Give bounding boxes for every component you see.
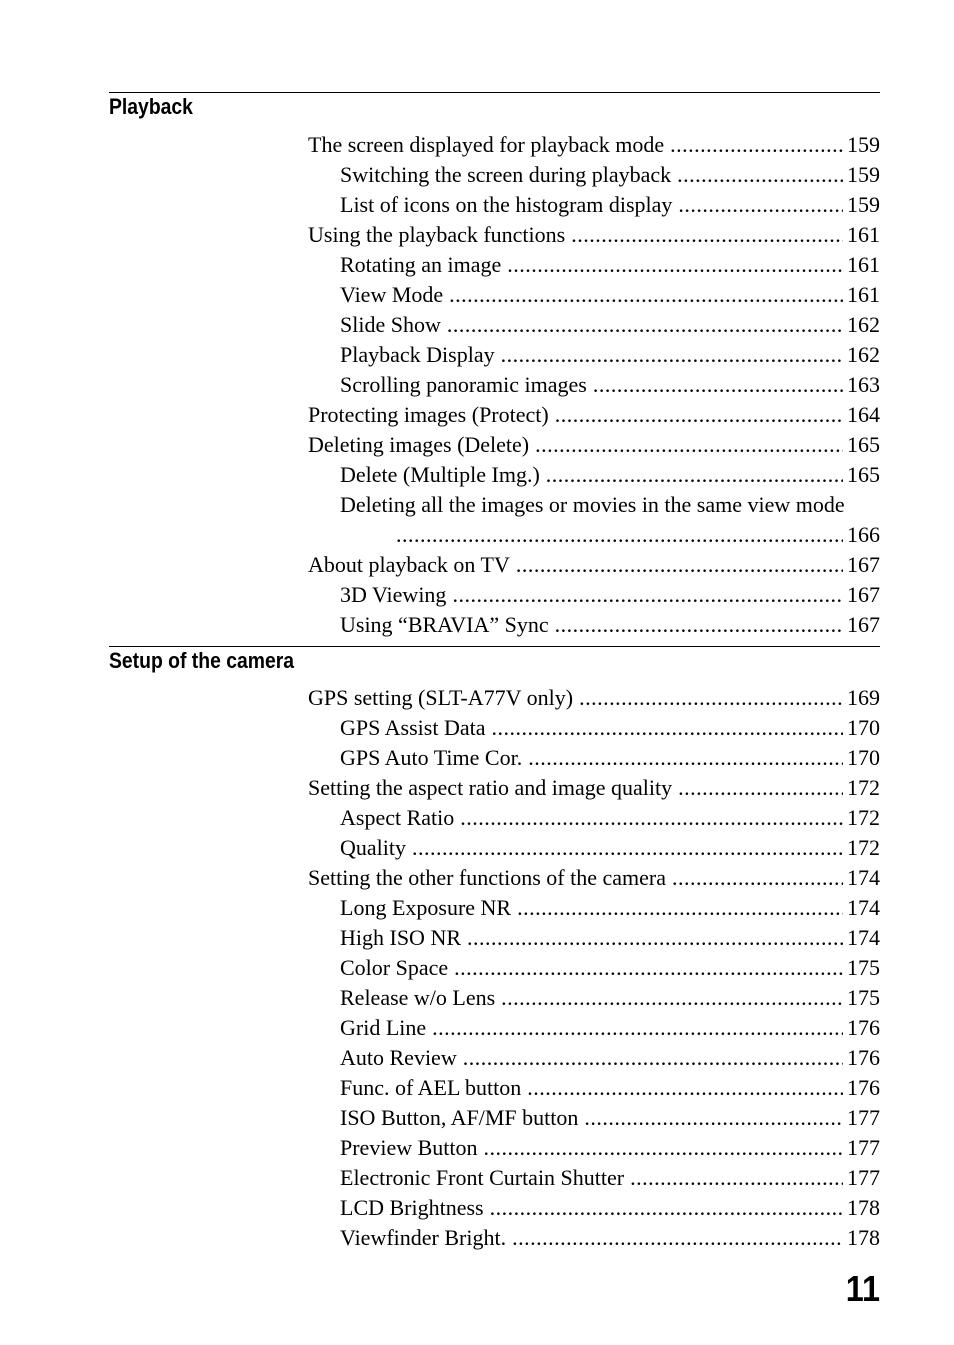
toc-entry-title: GPS setting (SLT-A77V only)	[308, 685, 574, 710]
toc-entry-title: Setting the other functions of the camera	[308, 865, 666, 890]
toc-page-number: 169	[847, 685, 880, 710]
toc-entry-title: Rotating an image	[340, 252, 502, 277]
toc-entry[interactable]	[308, 580, 880, 610]
toc-entry-title: The screen displayed for playback mode	[308, 132, 665, 157]
toc-page-number: 166	[847, 522, 880, 547]
dot-leader	[463, 1043, 843, 1073]
toc-entry-title: Preview Button	[340, 1135, 478, 1160]
toc-entry-title: GPS Auto Time Cor.	[340, 745, 523, 770]
toc-entry[interactable]	[308, 923, 880, 953]
toc-page-number: 164	[847, 402, 880, 427]
toc-page-number: 176	[847, 1015, 880, 1040]
toc-entry[interactable]	[308, 743, 880, 773]
toc-entry[interactable]	[308, 370, 880, 400]
toc-page-number: 174	[847, 865, 880, 890]
dot-leader	[412, 833, 843, 863]
toc-page-number: 163	[847, 372, 880, 397]
toc-entry-title: Playback Display	[340, 342, 495, 367]
toc-entry[interactable]	[308, 160, 880, 190]
dot-leader	[579, 683, 843, 713]
toc-page-number: 159	[847, 132, 880, 157]
toc-entry-title: Slide Show	[340, 312, 441, 337]
toc-entry-title: Using the playback functions	[308, 222, 566, 247]
toc-entry[interactable]	[308, 1193, 880, 1223]
dot-leader	[535, 430, 843, 460]
toc-entry[interactable]	[308, 610, 880, 640]
toc-entry-title: View Mode	[340, 282, 444, 307]
dot-leader	[546, 460, 843, 490]
toc-entry[interactable]	[308, 220, 880, 250]
toc-page-number: 161	[847, 282, 880, 307]
toc-entry-title: List of icons on the histogram display	[340, 192, 673, 217]
toc-entry[interactable]	[308, 340, 880, 370]
toc-page-number: 161	[847, 222, 880, 247]
toc-entry[interactable]	[308, 280, 880, 310]
toc-entry-title: High ISO NR	[340, 925, 462, 950]
toc-entry-title: Switching the screen during playback	[340, 162, 672, 187]
dot-leader	[484, 1133, 844, 1163]
toc-page-number: 167	[847, 612, 880, 637]
toc-entry[interactable]	[308, 250, 880, 280]
dot-leader	[460, 803, 843, 833]
toc-entry-title: ISO Button, AF/MF button	[340, 1105, 579, 1130]
toc-entry-title: Using “BRAVIA” Sync	[340, 612, 549, 637]
toc-page-number: 172	[847, 835, 880, 860]
toc-page-number: 176	[847, 1045, 880, 1070]
toc-entry-title: Scrolling panoramic images	[340, 372, 587, 397]
toc-entry[interactable]	[308, 190, 880, 220]
toc-page-number: 177	[847, 1135, 880, 1160]
toc-entry[interactable]	[308, 400, 880, 430]
dot-leader	[584, 1103, 843, 1133]
dot-leader	[516, 550, 843, 580]
toc-page-number: 174	[847, 925, 880, 950]
toc-list-playback	[308, 130, 880, 640]
dot-leader	[672, 863, 843, 893]
toc-entry[interactable]	[308, 1013, 880, 1043]
toc-entry[interactable]	[308, 893, 880, 923]
toc-entry[interactable]	[308, 773, 880, 803]
dot-leader	[432, 1013, 843, 1043]
toc-page-number: 170	[847, 745, 880, 770]
dot-leader	[527, 1073, 843, 1103]
toc-entry-title: Viewfinder Bright.	[340, 1225, 507, 1250]
dot-leader	[467, 923, 843, 953]
toc-entry-title: Func. of AEL button	[340, 1075, 522, 1100]
toc-page-number: 175	[847, 955, 880, 980]
toc-entry-title[interactable]: Deleting all the images or movies in the same view mode	[340, 492, 845, 517]
dot-leader	[630, 1163, 843, 1193]
toc-entry[interactable]	[308, 863, 880, 893]
toc-entry-title: 3D Viewing	[340, 582, 447, 607]
dot-leader	[447, 310, 843, 340]
dot-leader	[491, 713, 843, 743]
toc-entry-title: Delete (Multiple Img.)	[340, 462, 540, 487]
toc-entry-title: About playback on TV	[308, 552, 510, 577]
toc-entry[interactable]	[308, 1223, 880, 1253]
toc-entry-title: Color Space	[340, 955, 449, 980]
dot-leader	[555, 400, 843, 430]
toc-entry[interactable]	[308, 1043, 880, 1073]
toc-entry-title: Grid Line	[340, 1015, 427, 1040]
dot-leader	[396, 520, 843, 550]
toc-entry[interactable]	[308, 803, 880, 833]
dot-leader	[670, 130, 843, 160]
dot-leader	[507, 250, 843, 280]
toc-entry-title: GPS Assist Data	[340, 715, 486, 740]
section-rule	[109, 646, 880, 647]
toc-page-number: 176	[847, 1075, 880, 1100]
toc-entry[interactable]	[308, 1073, 880, 1103]
toc-entry-title: Electronic Front Curtain Shutter	[340, 1165, 625, 1190]
section-header-playback	[109, 92, 880, 119]
toc-entry[interactable]	[308, 683, 880, 713]
toc-entry[interactable]	[308, 550, 880, 580]
toc-page-number: 178	[847, 1195, 880, 1220]
toc-page-number: 177	[847, 1105, 880, 1130]
toc-page-number: 159	[847, 192, 880, 217]
toc-entry[interactable]	[308, 1133, 880, 1163]
dot-leader	[555, 610, 843, 640]
dot-leader	[501, 983, 843, 1013]
toc-list-setup	[308, 683, 880, 1253]
dot-leader	[593, 370, 843, 400]
toc-entry[interactable]	[308, 460, 880, 490]
section-header-setup	[109, 646, 880, 673]
dot-leader	[517, 893, 843, 923]
toc-entry[interactable]	[308, 130, 880, 160]
toc-entry[interactable]	[308, 1103, 880, 1133]
toc-page-number: 167	[847, 552, 880, 577]
toc-entry-title: Quality	[340, 835, 406, 860]
toc-page-number: 174	[847, 895, 880, 920]
dot-leader	[678, 773, 843, 803]
toc-page-number: 165	[847, 462, 880, 487]
dot-leader	[528, 743, 843, 773]
toc-entry[interactable]	[308, 713, 880, 743]
section-rule	[109, 92, 880, 93]
toc-page-number: 161	[847, 252, 880, 277]
dot-leader	[677, 160, 843, 190]
toc-entry-title: Aspect Ratio	[340, 805, 455, 830]
dot-leader	[490, 1193, 843, 1223]
dot-leader	[512, 1223, 843, 1253]
toc-page-number: 167	[847, 582, 880, 607]
toc-page-number: 172	[847, 805, 880, 830]
toc-entry[interactable]	[308, 430, 880, 460]
toc-page-number: 162	[847, 312, 880, 337]
toc-page-number: 165	[847, 432, 880, 457]
dot-leader	[571, 220, 843, 250]
toc-page-number: 170	[847, 715, 880, 740]
section-title: Setup of the camera	[109, 648, 295, 673]
dot-leader	[678, 190, 843, 220]
toc-page-number: 178	[847, 1225, 880, 1250]
dot-leader	[449, 280, 843, 310]
toc-page-number: 172	[847, 775, 880, 800]
toc-page-number: 162	[847, 342, 880, 367]
dot-leader	[501, 340, 843, 370]
toc-entry-title: Setting the aspect ratio and image quality	[308, 775, 673, 800]
toc-entry-title: Deleting images (Delete)	[308, 432, 530, 457]
toc-entry-title: Release w/o Lens	[340, 985, 496, 1010]
toc-entry[interactable]	[308, 833, 880, 863]
toc-entry[interactable]	[308, 953, 880, 983]
toc-entry-title: LCD Brightness	[340, 1195, 484, 1220]
toc-page-number: 159	[847, 162, 880, 187]
toc-entry[interactable]	[308, 983, 880, 1013]
toc-page-number: 177	[847, 1165, 880, 1190]
toc-entry[interactable]	[308, 1163, 880, 1193]
page-number: 11	[845, 1268, 880, 1309]
section-title: Playback	[109, 94, 193, 119]
dot-leader	[452, 580, 843, 610]
toc-entry-title: Auto Review	[340, 1045, 457, 1070]
toc-entry-title: Long Exposure NR	[340, 895, 512, 920]
toc-entry-title: Protecting images (Protect)	[308, 402, 549, 427]
dot-leader	[454, 953, 843, 983]
toc-page-number: 175	[847, 985, 880, 1010]
toc-entry[interactable]	[308, 310, 880, 340]
toc-entry[interactable]	[308, 520, 880, 550]
